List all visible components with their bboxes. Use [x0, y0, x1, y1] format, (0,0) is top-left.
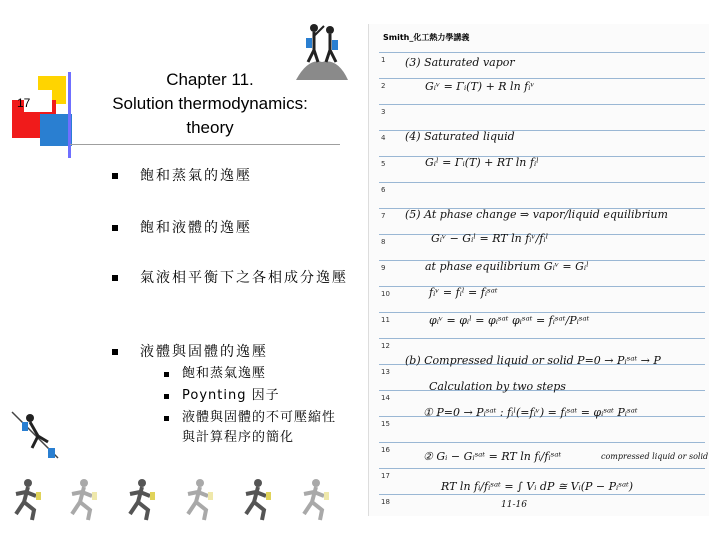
- bullet-text: 液體與固體的逸壓: [140, 344, 268, 360]
- note-line: Calculation by two steps: [429, 380, 566, 393]
- line-number: 8: [381, 238, 386, 246]
- line-number: 1: [381, 56, 386, 64]
- notebook-rule: [379, 442, 705, 443]
- note-line: Gᵢᵛ = Γᵢ(T) + R ln fᵢᵛ: [425, 80, 535, 93]
- title-line-3: theory: [186, 118, 234, 137]
- note-line: at phase equilibrium Gᵢᵛ = Gᵢˡ: [425, 260, 589, 273]
- sub-bullet-text: 飽和蒸氣逸壓: [182, 366, 267, 381]
- line-number: 4: [381, 134, 386, 142]
- sub-bullet-square-icon: [164, 372, 169, 377]
- line-number: 17: [381, 472, 390, 480]
- sub-bullet-text: 液體與固體的不可壓縮性與計算程序的簡化: [182, 410, 337, 445]
- note-line: ① P=0 → Pᵢˢᵃᵗ : fᵢˡ(=fᵢᵛ) = fᵢˢᵃᵗ = φᵢˢᵃᵗ Pᵢˢᵃᵗ: [423, 406, 638, 419]
- note-line: (4) Saturated liquid: [405, 130, 515, 143]
- running-figure-icon: [10, 478, 44, 522]
- bullet-square-icon: [112, 225, 118, 231]
- sub-bullet-square-icon: [164, 394, 169, 399]
- line-number: 16: [381, 446, 390, 454]
- line-number: 5: [381, 160, 386, 168]
- decor-vertical-line: [68, 72, 71, 158]
- line-number: 15: [381, 420, 390, 428]
- running-figure-icon: [240, 478, 274, 522]
- notes-header: Smith_化工熱力學講義: [383, 33, 470, 42]
- bullet-text: 飽和蒸氣的逸壓: [140, 168, 252, 184]
- notebook-rule: [379, 312, 705, 313]
- slide-title: [100, 68, 320, 140]
- line-number: 7: [381, 212, 386, 220]
- bullet-square-icon: [112, 173, 118, 179]
- line-number: 9: [381, 264, 386, 272]
- notebook-rule: [379, 52, 705, 53]
- note-line: (5) At phase change ⇒ vapor/liquid equilibrium: [405, 208, 668, 221]
- notebook-rule: [379, 286, 705, 287]
- note-line: (b) Compressed liquid or solid P=0 → Pᵢˢᵃᵗ → P: [405, 354, 661, 367]
- bullet-square-icon: [112, 275, 118, 281]
- notebook-rule: [379, 494, 705, 495]
- line-number: 13: [381, 368, 390, 376]
- running-figure-icon: [66, 478, 100, 522]
- note-line: RT ln fᵢ/fᵢˢᵃᵗ = ∫ Vᵢ dP ≅ Vᵢ(P − Pᵢˢᵃᵗ): [441, 480, 634, 493]
- running-figure-icon: [298, 478, 332, 522]
- note-page-number: 11-16: [501, 500, 527, 510]
- title-divider: [70, 144, 340, 145]
- line-number: 18: [381, 498, 390, 506]
- line-number: 6: [381, 186, 386, 194]
- slide-number: 17: [17, 96, 31, 110]
- notebook-rule: [379, 338, 705, 339]
- bullet-text: 氣液相平衡下之各相成分逸壓: [140, 270, 348, 286]
- note-line: φᵢᵛ = φᵢˡ = φᵢˢᵃᵗ φᵢˢᵃᵗ = fᵢˢᵃᵗ/Pᵢˢᵃᵗ: [429, 314, 590, 327]
- line-number: 3: [381, 108, 386, 116]
- note-line: (3) Saturated vapor: [405, 56, 515, 69]
- bullet-text: 飽和液體的逸壓: [140, 220, 252, 236]
- note-line: fᵢᵛ = fᵢˡ = fᵢˢᵃᵗ: [429, 286, 498, 299]
- notebook-rule: [379, 182, 705, 183]
- running-figure-icon: [124, 478, 158, 522]
- running-figure-icon: [182, 478, 216, 522]
- sub-bullet-square-icon: [164, 416, 169, 421]
- note-line: Gᵢˡ = Γᵢ(T) + RT ln fᵢˡ: [425, 156, 539, 169]
- note-line: ② Gᵢ − Gᵢˢᵃᵗ = RT ln fᵢ/fᵢˢᵃᵗ: [423, 450, 562, 463]
- rope-climber-illustration: [10, 408, 60, 464]
- line-number: 2: [381, 82, 386, 90]
- notebook-rule: [379, 468, 705, 469]
- note-line: Gᵢᵛ − Gᵢˡ = RT ln fᵢᵛ/fᵢˡ: [431, 232, 549, 245]
- title-line-1: Chapter 11.: [166, 70, 254, 89]
- handwritten-notes-image: [368, 24, 709, 516]
- notebook-rule: [379, 78, 705, 79]
- line-number: 10: [381, 290, 390, 298]
- note-line: compressed liquid or solid: [601, 452, 709, 461]
- notebook-rule: [379, 104, 705, 105]
- line-number: 11: [381, 316, 390, 324]
- line-number: 14: [381, 394, 390, 402]
- line-number: 12: [381, 342, 390, 350]
- sub-bullet-text: Poynting 因子: [182, 388, 280, 403]
- bullet-square-icon: [112, 349, 118, 355]
- title-line-2: Solution thermodynamics:: [112, 94, 308, 113]
